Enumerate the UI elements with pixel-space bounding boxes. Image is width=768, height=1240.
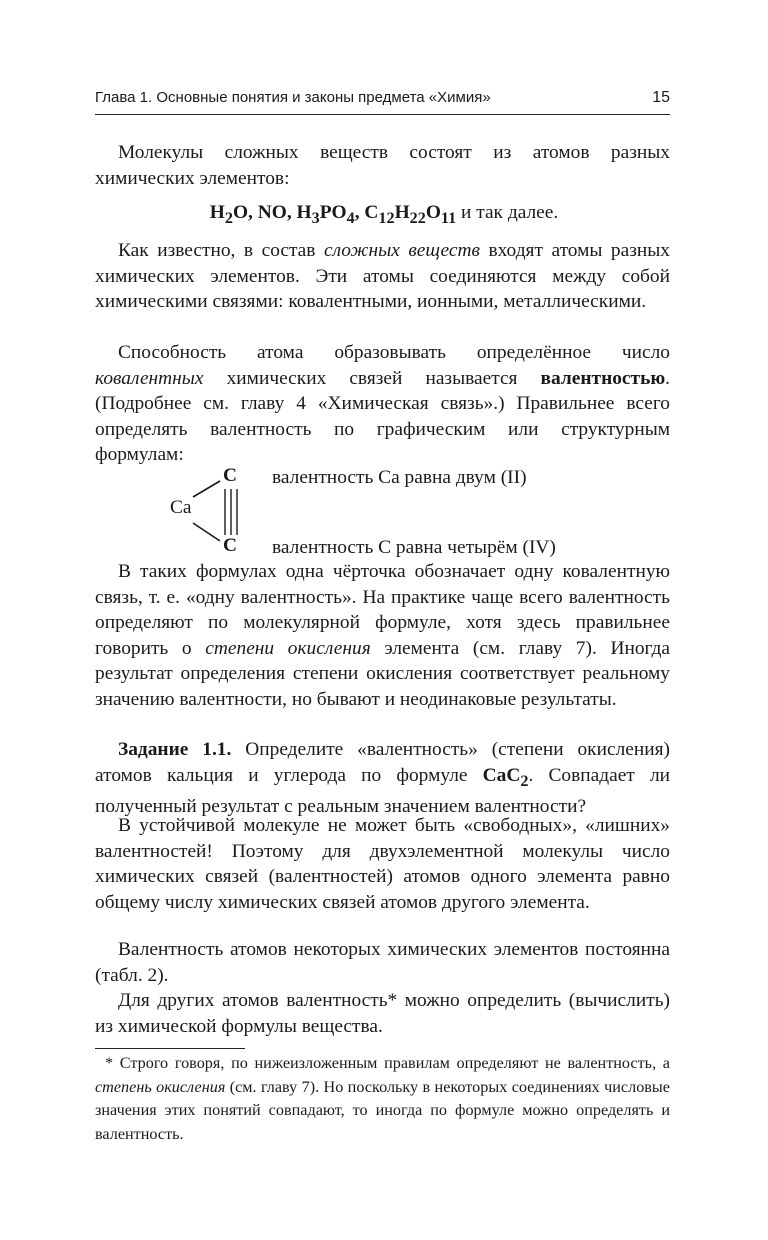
page-number: 15 bbox=[652, 89, 670, 106]
running-header bbox=[95, 88, 670, 110]
footnote-rule bbox=[95, 1048, 245, 1049]
chapter-title: Глава 1. Основные понятия и законы предмета «Химия» bbox=[95, 89, 491, 106]
paragraph-text: Молекулы сложных веществ состоят из атомов разных химических элементов: bbox=[95, 142, 670, 189]
paragraph-text: Валентность атомов некоторых химических элементов постоянна (табл. 2). bbox=[95, 939, 670, 986]
header-rule bbox=[95, 114, 670, 115]
paragraph-dash-meaning: В таких формулах одна чёрточка обозначает одну ковалентную связь, т. е. «одну валентность». На практике чаще всего валентность определяют по молекулярной формуле, хотя здесь правильнее говорить о степени окисления элемента (см. главу 7). Иногда результат определения степени окисления соответствует реальному значению валентности, но бывают и неодинаковые результаты. bbox=[95, 561, 670, 710]
atom-calcium: Ca bbox=[170, 497, 192, 518]
task-1-1: Задание 1.1. Определите «валентность» (степени окисления) атомов кальция и углерода по формуле CaC$_2$. Совпадает ли полученный результат с реальным значением валентности? bbox=[95, 739, 670, 818]
task-label: Задание 1.1. bbox=[118, 739, 232, 760]
valence-ca-note: валентность Ca равна двум (II) bbox=[272, 467, 527, 488]
term-oxidation-state: степени окисления bbox=[205, 637, 371, 659]
paragraph-free-valences bbox=[95, 813, 670, 915]
term-covalent: ковалентных bbox=[95, 367, 204, 389]
cac2-structural-formula bbox=[165, 463, 285, 558]
formula-tail: и так далее. bbox=[456, 202, 559, 223]
footnote: * Строго говоря, по нижеизложенным правилам определяют не валентность, а степень окисления (см. главу 7). Но поскольку в некоторых соединениях числовые значения этих понятий совпадают, то иногда по формуле можно определять и валентность. bbox=[95, 1054, 670, 1143]
paragraph-constant-valence bbox=[95, 937, 670, 988]
paragraph-text: В устойчивой молекуле не может быть «свободных», «лишних» валентностей! Поэтому для двухэлементной молекулы число химических связей (валентностей) атомов одного элемента равно общему числу химических связей атомов другого элемента. bbox=[95, 815, 670, 913]
atom-carbon-bottom: C bbox=[223, 535, 238, 556]
formula-examples bbox=[0, 200, 768, 232]
valence-c-note: валентность C равна четырём (IV) bbox=[272, 537, 556, 558]
term-valence: валентностью bbox=[540, 367, 666, 389]
paragraph-text: Для других атомов валентность* можно определить (вычислить) из химической формулы вещества. bbox=[95, 990, 670, 1037]
paragraph-complex-molecules bbox=[95, 140, 670, 191]
paragraph-other-atoms bbox=[95, 988, 670, 1039]
atom-carbon-top: C bbox=[223, 465, 238, 486]
formula-cac2: CaC$_2$ bbox=[482, 764, 529, 790]
paragraph-valence-definition: Способность атома образовывать определённое число ковалентных химических связей называется валентностью. (Подробнее см. главу 4 «Химическая связь».) Правильнее всего определять валентность по графическим или структурным формулам: bbox=[95, 342, 670, 466]
footnote-term-oxidation-state: степень окисления bbox=[95, 1077, 226, 1096]
term-complex-substances: сложных веществ bbox=[323, 240, 480, 261]
paragraph-chemical-bonds: Как известно, в состав сложных веществ входят атомы разных химических элементов. Эти атомы соединяются между собой химическими связями: ковалентными, ионными, металлическими. bbox=[95, 240, 670, 313]
formula-h2o: $H_2O$, NO, $H_3PO_4$, $C_{12}H_{22}O_{11}$ bbox=[209, 202, 457, 227]
